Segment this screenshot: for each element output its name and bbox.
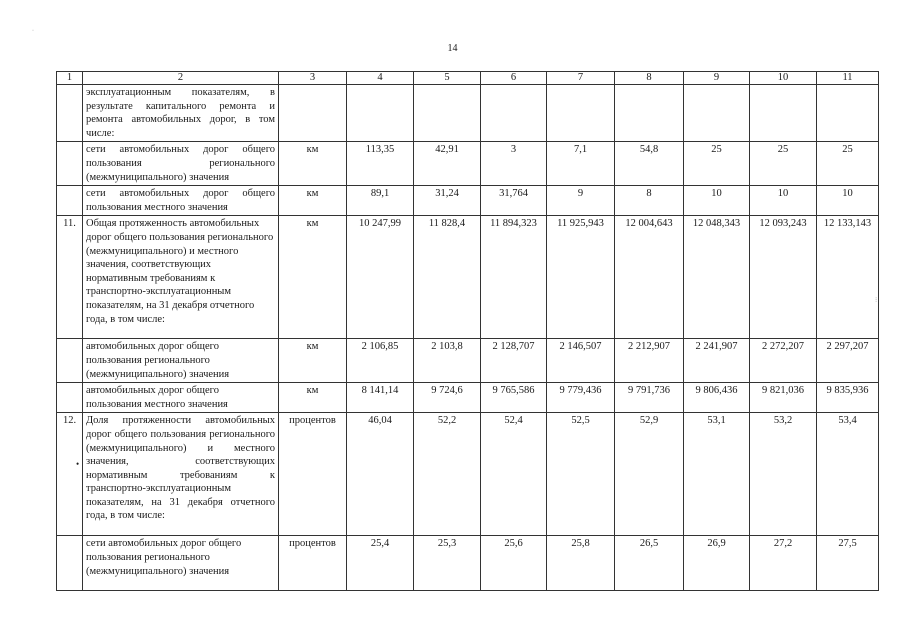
row-description: сети автомобильных дорог общего пользования регионального (межмуниципального) значения — [83, 536, 279, 591]
row-value: 52,9 — [615, 413, 684, 536]
page-number: 14 — [447, 43, 458, 54]
row-value: 8 — [615, 186, 684, 216]
row-value — [547, 85, 615, 142]
row-number: 12. — [57, 413, 83, 536]
row-value: 52,4 — [481, 413, 547, 536]
row-unit: км — [279, 142, 347, 186]
row-value — [347, 85, 414, 142]
row-value: 25,4 — [347, 536, 414, 591]
row-value: 7,1 — [547, 142, 615, 186]
row-value: 113,35 — [347, 142, 414, 186]
row-value: 27,5 — [817, 536, 879, 591]
row-value: 2 297,207 — [817, 339, 879, 383]
row-value: 26,9 — [684, 536, 750, 591]
column-number: 1 — [57, 72, 83, 85]
row-description: сети автомобильных дорог общего пользования регионального (межмуниципального) значения — [83, 142, 279, 186]
row-value — [817, 85, 879, 142]
row-value: 25,8 — [547, 536, 615, 591]
row-description: автомобильных дорог общего пользования местного значения — [83, 383, 279, 413]
table-row — [57, 536, 879, 591]
row-number — [57, 85, 83, 142]
row-value: 89,1 — [347, 186, 414, 216]
table-row — [57, 383, 879, 413]
column-number: 9 — [684, 72, 750, 85]
row-value: 10 — [750, 186, 817, 216]
row-value — [684, 85, 750, 142]
row-value: 2 128,707 — [481, 339, 547, 383]
row-unit: км — [279, 186, 347, 216]
column-number: 4 — [347, 72, 414, 85]
row-value: 3 — [481, 142, 547, 186]
table-row — [57, 216, 879, 339]
row-value — [750, 85, 817, 142]
row-value: 10 — [684, 186, 750, 216]
row-unit: процентов — [279, 536, 347, 591]
row-value: 8 141,14 — [347, 383, 414, 413]
row-value: 52,5 — [547, 413, 615, 536]
row-value: 11 828,4 — [414, 216, 481, 339]
indicators-table — [56, 71, 879, 591]
row-number — [57, 186, 83, 216]
column-number: 7 — [547, 72, 615, 85]
row-value: 10 — [817, 186, 879, 216]
column-number: 11 — [817, 72, 879, 85]
row-value: 52,2 — [414, 413, 481, 536]
row-value: 27,2 — [750, 536, 817, 591]
row-value: 25,3 — [414, 536, 481, 591]
table-row — [57, 186, 879, 216]
row-value: 2 146,507 — [547, 339, 615, 383]
row-value: 25 — [817, 142, 879, 186]
row-value: 54,8 — [615, 142, 684, 186]
row-value: 53,4 — [817, 413, 879, 536]
column-number: 3 — [279, 72, 347, 85]
row-value: 2 272,207 — [750, 339, 817, 383]
row-value: 12 004,643 — [615, 216, 684, 339]
row-value: 2 106,85 — [347, 339, 414, 383]
row-description: эксплуатационным показателям, в результате капитального ремонта и ремонта автомобильных дорог, в том числе: — [83, 85, 279, 142]
row-value: 2 241,907 — [684, 339, 750, 383]
row-value: 2 212,907 — [615, 339, 684, 383]
row-value: 53,2 — [750, 413, 817, 536]
table-row — [57, 413, 879, 536]
table-row — [57, 339, 879, 383]
row-value: 26,5 — [615, 536, 684, 591]
row-number — [57, 383, 83, 413]
column-number: 5 — [414, 72, 481, 85]
row-value: 31,764 — [481, 186, 547, 216]
scan-dot: • — [76, 459, 80, 469]
row-value: 31,24 — [414, 186, 481, 216]
scan-speck: · — [32, 28, 34, 34]
row-value — [481, 85, 547, 142]
row-number — [57, 339, 83, 383]
row-unit: км — [279, 339, 347, 383]
row-value — [615, 85, 684, 142]
row-value: 53,1 — [684, 413, 750, 536]
column-number: 2 — [83, 72, 279, 85]
row-description: Общая протяженность автомобильных дорог общего пользования регионального (межмуниципального) и местного значения, соответствующих нормативным требованиям к транспортно-эксплуатационным показателям, на 31 декабря отчетного года, в том числе: — [83, 216, 279, 339]
row-value — [414, 85, 481, 142]
column-number: 8 — [615, 72, 684, 85]
row-description: автомобильных дорог общего пользования регионального (межмуниципального) значения — [83, 339, 279, 383]
scan-speck: ⁝ — [875, 296, 878, 304]
row-value: 12 133,143 — [817, 216, 879, 339]
row-value: 12 093,243 — [750, 216, 817, 339]
row-value: 9 806,436 — [684, 383, 750, 413]
row-description: Доля протяженности автомобильных дорог общего пользования регионального (межмуниципального) и местного значения, соответствующих нормативным требованиям к транспортно-эксплуатационным показателям, на 31 декабря отчетного года, в том числе: — [83, 413, 279, 536]
row-number: 11. — [57, 216, 83, 339]
row-unit — [279, 85, 347, 142]
row-value: 9 779,436 — [547, 383, 615, 413]
column-numbers-row — [57, 72, 879, 85]
row-value: 9 821,036 — [750, 383, 817, 413]
table-row — [57, 85, 879, 142]
row-value: 25,6 — [481, 536, 547, 591]
row-value: 25 — [684, 142, 750, 186]
row-value: 12 048,343 — [684, 216, 750, 339]
row-number — [57, 536, 83, 591]
row-description: сети автомобильных дорог общего пользования местного значения — [83, 186, 279, 216]
row-value: 2 103,8 — [414, 339, 481, 383]
row-unit: км — [279, 383, 347, 413]
row-value: 42,91 — [414, 142, 481, 186]
column-number: 6 — [481, 72, 547, 85]
row-value: 10 247,99 — [347, 216, 414, 339]
row-unit: процентов — [279, 413, 347, 536]
column-number: 10 — [750, 72, 817, 85]
row-value: 9 791,736 — [615, 383, 684, 413]
row-value: 9 835,936 — [817, 383, 879, 413]
row-value: 9 — [547, 186, 615, 216]
row-unit: км — [279, 216, 347, 339]
row-value: 25 — [750, 142, 817, 186]
row-value: 9 724,6 — [414, 383, 481, 413]
row-value: 46,04 — [347, 413, 414, 536]
table-row — [57, 142, 879, 186]
row-value: 9 765,586 — [481, 383, 547, 413]
row-number — [57, 142, 83, 186]
row-value: 11 894,323 — [481, 216, 547, 339]
row-value: 11 925,943 — [547, 216, 615, 339]
